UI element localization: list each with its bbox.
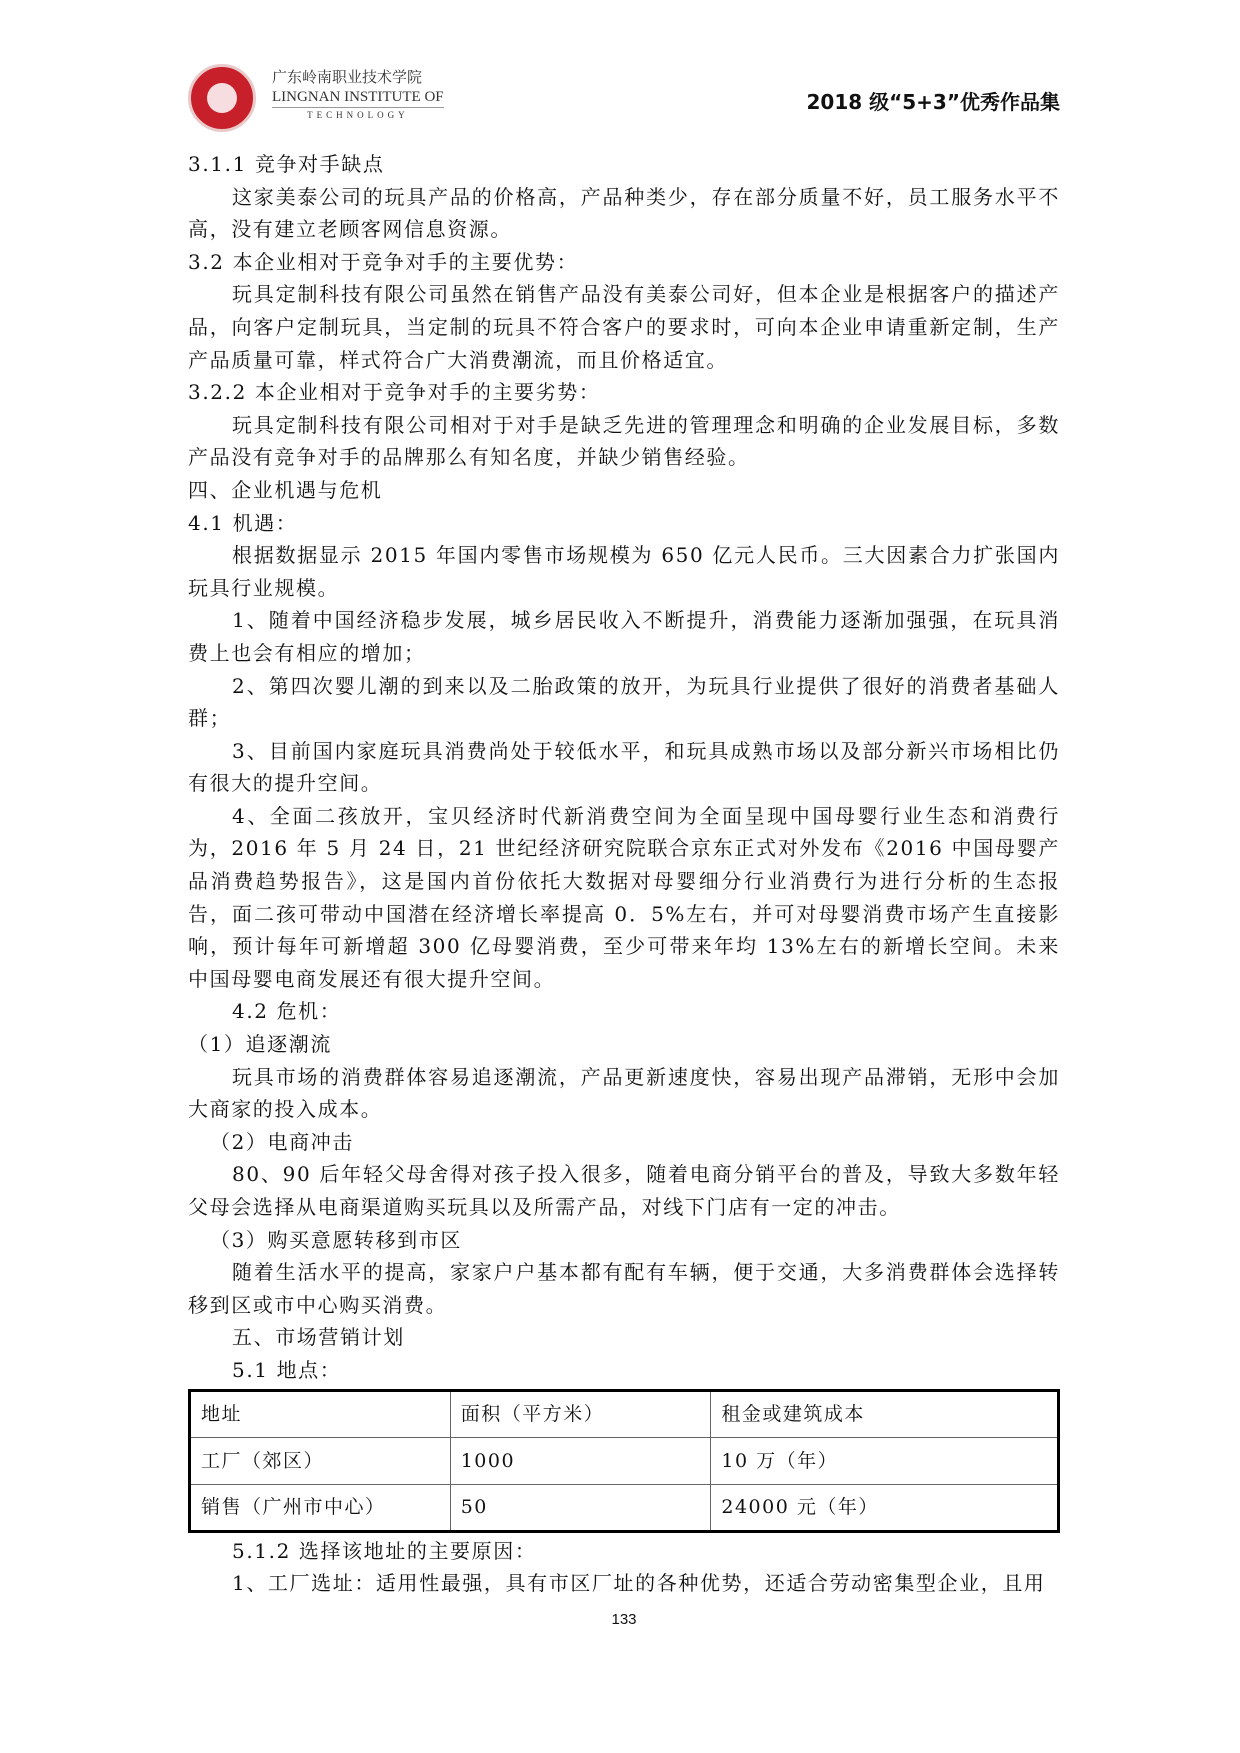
table-cell: 工厂（郊区）	[190, 1437, 451, 1484]
paragraph: （3）购买意愿转移到市区	[210, 1227, 462, 1252]
paragraph: 这家美泰公司的玩具产品的价格高，产品种类少，存在部分质量不好，员工服务水平不高，没有建立老顾客网信息资源。	[188, 184, 1060, 242]
paragraph: 3.2.2 本企业相对于竞争对手的主要劣势：	[188, 380, 601, 405]
table-header-cell: 租金或建筑成本	[711, 1390, 1059, 1437]
paragraph: 3、目前国内家庭玩具消费尚处于较低水平，和玩具成熟市场以及部分新兴市场相比仍有很大的提升空间。	[188, 738, 1060, 796]
table-cell: 24000 元（年）	[711, 1484, 1059, 1531]
paragraph: 五、市场营销计划	[232, 1325, 405, 1350]
page-content	[188, 134, 1060, 1670]
paragraph: 2、第四次婴儿潮的到来以及二胎政策的放开，为玩具行业提供了很好的消费者基础人群；	[188, 673, 1060, 731]
paragraph: （2）电商冲击	[210, 1129, 354, 1154]
paragraph: 玩具定制科技有限公司虽然在销售产品没有美泰公司好，但本企业是根据客户的描述产品，向客户定制玩具，当定制的玩具不符合客户的要求时，可向本企业申请重新定制，生产产品质量可靠，样式符合广大消费潮流，而且价格适宜。	[188, 282, 1060, 372]
paragraph: 3.1.1 竞争对手缺点	[188, 152, 385, 176]
paragraph: 80、90 后年轻父母舍得对孩子投入很多，随着电商分销平台的普及，导致大多数年轻父母会选择从电商渠道购买玩具以及所需产品，对线下门店有一定的冲击。	[188, 1162, 1060, 1219]
paragraph: 4.1 机遇：	[188, 510, 298, 535]
table-header-cell: 地址	[190, 1390, 451, 1437]
paragraph: 四、企业机遇与危机	[188, 477, 383, 502]
org-name-cn: 广东岭南职业技术学院	[272, 68, 423, 86]
paragraph: 3.2 本企业相对于竞争对手的主要优势：	[188, 249, 579, 274]
table-cell: 1000	[450, 1437, 711, 1484]
page-number: 133	[611, 1610, 637, 1628]
org-name-en-sub: TECHNOLOGY	[307, 110, 409, 120]
lingnan-logo	[188, 64, 256, 132]
table-cell: 销售（广州市中心）	[190, 1484, 451, 1531]
table-cell: 10 万（年）	[711, 1437, 1059, 1484]
body-text-continued	[188, 1535, 1060, 1600]
paragraph: （1）追逐潮流	[188, 1032, 332, 1057]
header-title: 2018 级“5+3”优秀作品集	[806, 90, 1060, 114]
institution-name	[272, 68, 444, 121]
table-row	[190, 1437, 1059, 1484]
paragraph: 1、随着中国经济稳步发展，城乡居民收入不断提升，消费能力逐渐加强强，在玩具消费上也会有相应的增加；	[188, 608, 1060, 665]
paragraph: 4、全面二孩放开，宝贝经济时代新消费空间为全面呈现中国母婴行业生态和消费行为，2016 年 5 月 24 日，21 世纪经济研究院联合京东正式对外发布《2016 中国母婴产品消费趋势报告》，这是国内首份依托大数据对母婴细分行业消费行为进行分析的生态报告，面二孩可带动中国潜在经济增长率提高 0．5%左右，并可对母婴消费市场产生直接影响，预计每年可新增超 300 亿母婴消费，至少可带来年均 13%左右的新增长空间。未来中国母婴电商发展还有很大提升空间。	[188, 803, 1060, 991]
paragraph: 玩具市场的消费群体容易追逐潮流，产品更新速度快，容易出现产品滞销，无形中会加大商家的投入成本。	[188, 1064, 1060, 1122]
paragraph: 5.1 地点：	[232, 1357, 342, 1382]
table-cell: 50	[450, 1484, 711, 1531]
page-header	[188, 0, 1060, 134]
paragraph: 随着生活水平的提高，家家户户基本都有配有车辆，便于交通，大多消费群体会选择转移到区或市中心购买消费。	[188, 1260, 1060, 1317]
org-name-en: LINGNAN INSTITUTE OF	[272, 88, 444, 108]
paragraph: 1、工厂选址：适用性最强，具有市区厂址的各种优势，还适合劳动密集型企业，且用	[232, 1571, 1046, 1596]
paragraph: 4.2 危机：	[232, 999, 342, 1024]
paragraph: 根据数据显示 2015 年国内零售市场规模为 650 亿元人民币。三大因素合力扩张国内玩具行业规模。	[188, 543, 1060, 600]
paragraph: 5.1.2 选择该地址的主要原因：	[232, 1538, 537, 1563]
location-table	[188, 1389, 1060, 1533]
body-text	[188, 148, 1060, 1387]
table-header-cell: 面积（平方米）	[450, 1390, 711, 1437]
paragraph: 玩具定制科技有限公司相对于对手是缺乏先进的管理理念和明确的企业发展目标，多数产品没有竞争对手的品牌那么有知名度，并缺少销售经验。	[188, 412, 1060, 470]
table-row	[190, 1390, 1059, 1437]
table-row	[190, 1484, 1059, 1531]
